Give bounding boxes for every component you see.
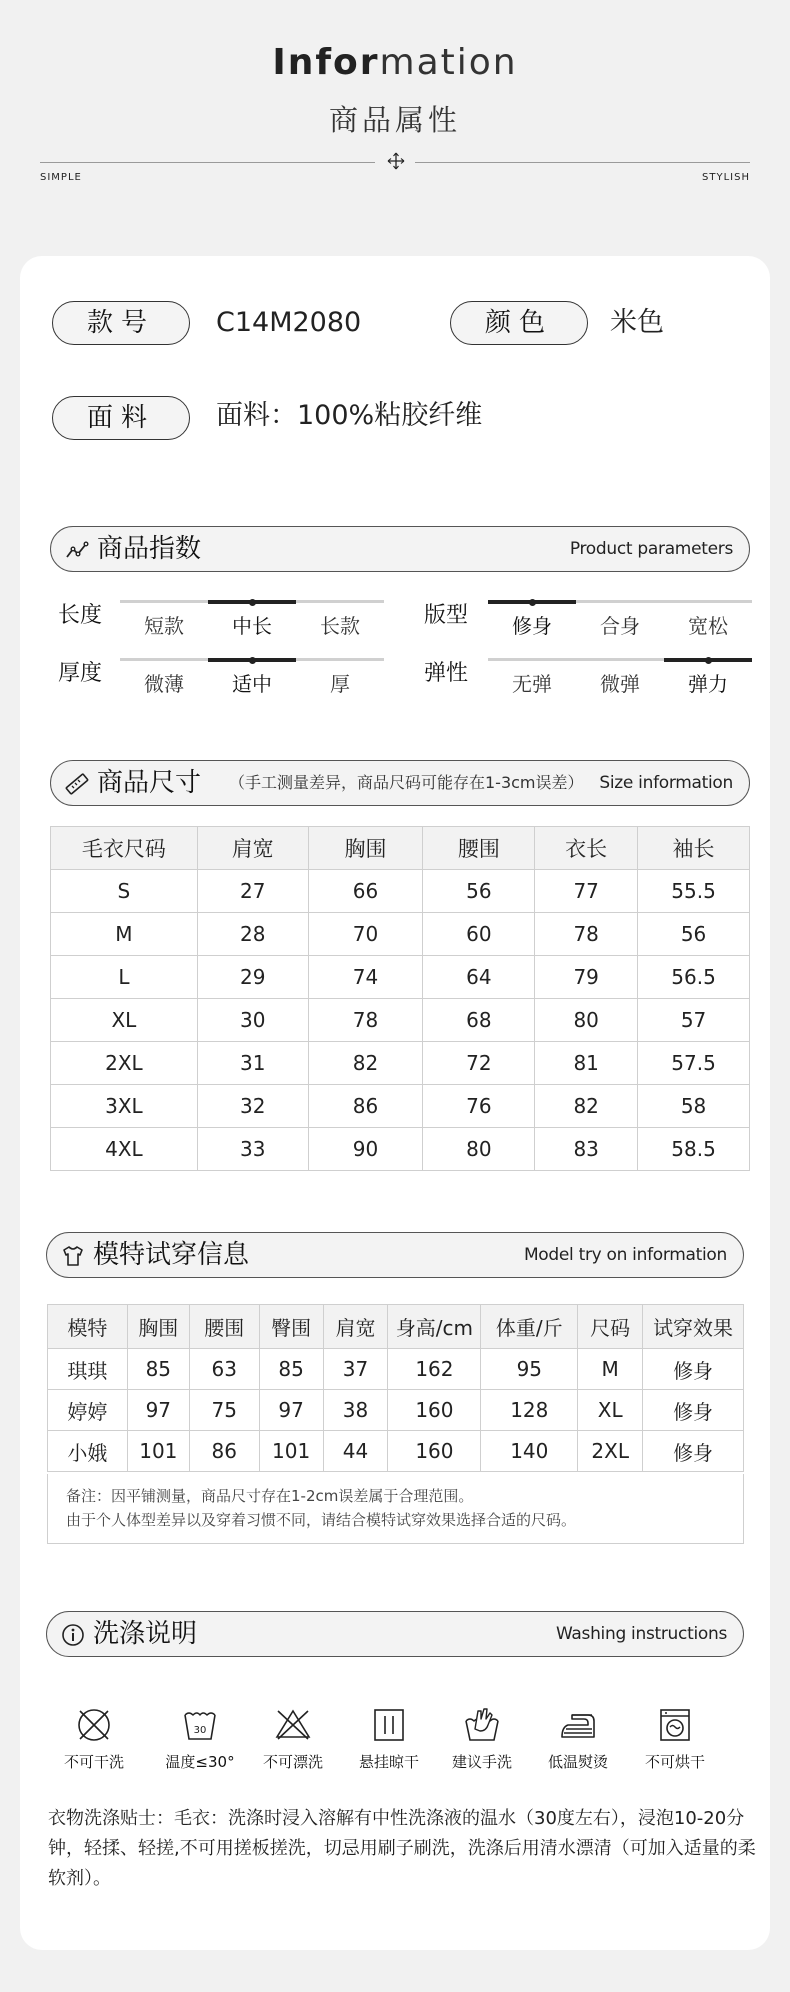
- table-cell: 28: [197, 913, 308, 956]
- table-cell: 77: [535, 870, 638, 913]
- wash-label: 不可干洗: [63, 1753, 124, 1771]
- table-cell: 56.5: [638, 956, 750, 999]
- wash-label: 温度≤30°: [165, 1753, 235, 1771]
- ruler-icon: [65, 772, 89, 796]
- table-cell: 55.5: [638, 870, 750, 913]
- index-label: 厚度: [58, 661, 103, 686]
- table-cell: S: [51, 870, 198, 913]
- table-row: [51, 1042, 750, 1085]
- wash-item-no-dry-clean: [50, 1705, 138, 1772]
- index-marker-dot: [529, 599, 536, 606]
- table-cell: 58: [638, 1085, 750, 1128]
- page-title: [0, 42, 790, 83]
- section-en-wash: Washing instructions: [555, 1624, 727, 1644]
- fabric-value: 面料：100%粘胶纤维: [216, 400, 483, 431]
- model-note-line2: 由于个人体型差异以及穿着习惯不同，请结合模特试穿效果选择合适的尺码。: [66, 1511, 577, 1529]
- wash-item-hang-dry: [345, 1705, 433, 1772]
- table-cell: M: [51, 913, 198, 956]
- table-header-cell: 毛衣尺码: [51, 827, 198, 870]
- index-option: 长款: [320, 614, 360, 638]
- wash-label: 低温熨烫: [547, 1753, 608, 1771]
- wash-label: 不可漂洗: [262, 1753, 323, 1771]
- table-cell: 78: [535, 913, 638, 956]
- wash-item-30: [156, 1705, 244, 1772]
- index-option: 微弹: [600, 672, 640, 696]
- table-cell: 38: [323, 1390, 388, 1431]
- table-cell: 68: [423, 999, 535, 1042]
- title-light: mation: [379, 42, 518, 83]
- table-cell: 57.5: [638, 1042, 750, 1085]
- table-cell: 80: [423, 1128, 535, 1171]
- fabric-label: 面料: [52, 396, 190, 440]
- table-row: [51, 956, 750, 999]
- section-title-size: 商品尺寸: [97, 768, 202, 798]
- table-cell: 140: [481, 1431, 578, 1472]
- table-cell: 32: [197, 1085, 308, 1128]
- table-cell: 56: [638, 913, 750, 956]
- table-cell: 琪琪: [48, 1349, 128, 1390]
- table-row: [51, 913, 750, 956]
- table-cell: 修身: [643, 1349, 744, 1390]
- table-cell: 2XL: [578, 1431, 643, 1472]
- index-marker-dot: [705, 657, 712, 664]
- table-cell: 85: [259, 1349, 323, 1390]
- table-cell: 37: [323, 1349, 388, 1390]
- table-cell: 82: [308, 1042, 423, 1085]
- index-label: 弹性: [424, 661, 469, 686]
- table-cell: XL: [51, 999, 198, 1042]
- color-value: 米色: [610, 307, 664, 338]
- divider-right: [415, 162, 750, 163]
- index-option: 中长: [232, 614, 272, 638]
- no-bleach-icon: [273, 1705, 313, 1745]
- wash-item-low-iron: [534, 1705, 622, 1772]
- table-cell: 95: [481, 1349, 578, 1390]
- page-subtitle: 商品属性: [328, 103, 461, 137]
- table-header-cell: 袖长: [638, 827, 750, 870]
- index-label: 版型: [424, 603, 469, 628]
- table-cell: 85: [127, 1349, 189, 1390]
- section-title-model: 模特试穿信息: [93, 1240, 250, 1270]
- color-label: 颜色: [450, 301, 588, 345]
- table-cell: 72: [423, 1042, 535, 1085]
- table-cell: 29: [197, 956, 308, 999]
- table-cell: 97: [127, 1390, 189, 1431]
- info-circle-icon: [61, 1623, 85, 1647]
- wash-label: 悬挂晾干: [358, 1753, 419, 1771]
- table-cell: 162: [388, 1349, 481, 1390]
- table-header-cell: 胸围: [127, 1305, 189, 1349]
- index-option: 弹力: [688, 672, 728, 696]
- section-note-size: （手工测量差异，商品尺码可能存在1-3cm误差）: [229, 773, 584, 792]
- index-option: 厚: [330, 672, 350, 696]
- table-header-cell: 腰围: [189, 1305, 259, 1349]
- table-row: [51, 1128, 750, 1171]
- trend-line-icon: [65, 538, 89, 562]
- table-cell: 78: [308, 999, 423, 1042]
- table-cell: 66: [308, 870, 423, 913]
- table-cell: 128: [481, 1390, 578, 1431]
- table-cell: XL: [578, 1390, 643, 1431]
- table-cell: 修身: [643, 1390, 744, 1431]
- table-row: [51, 870, 750, 913]
- table-row: [51, 999, 750, 1042]
- wash-item-no-tumble-dry: [631, 1705, 719, 1772]
- table-cell: 58.5: [638, 1128, 750, 1171]
- title-bold: Infor: [272, 42, 380, 83]
- index-option: 短款: [144, 614, 184, 638]
- index-label: 长度: [58, 603, 103, 628]
- table-header-cell: 试穿效果: [643, 1305, 744, 1349]
- table-cell: 97: [259, 1390, 323, 1431]
- table-cell: L: [51, 956, 198, 999]
- index-option: 微薄: [144, 672, 184, 696]
- section-en-size: Size information: [599, 773, 733, 793]
- table-header-cell: 衣长: [535, 827, 638, 870]
- wash-label: 不可烘干: [644, 1753, 705, 1771]
- wash-item-hand-wash: [438, 1705, 526, 1772]
- table-header-cell: 腰围: [423, 827, 535, 870]
- table-header-cell: 模特: [48, 1305, 128, 1349]
- table-row: [48, 1349, 744, 1390]
- divider-left: [40, 162, 375, 163]
- model-table: [47, 1304, 744, 1472]
- table-cell: M: [578, 1349, 643, 1390]
- table-cell: 79: [535, 956, 638, 999]
- wash-30-icon: [180, 1705, 220, 1745]
- table-cell: 160: [388, 1390, 481, 1431]
- table-cell: 86: [189, 1431, 259, 1472]
- table-cell: 60: [423, 913, 535, 956]
- tag-stylish: STYLISH: [702, 172, 750, 183]
- model-note-line1: 备注：因平铺测量，商品尺寸存在1-2cm误差属于合理范围。: [66, 1487, 474, 1505]
- wash-tip: 衣物洗涤贴士：毛衣：洗涤时浸入溶解有中性洗涤液的温水（30度左右），浸泡10-20分钟，轻揉、轻搓,不可用搓板搓洗，切忌用刷子刷洗，洗涤后用清水漂清（可加入适量的柔软剂）。: [48, 1808, 756, 1889]
- table-cell: 86: [308, 1085, 423, 1128]
- index-option: 宽松: [688, 614, 728, 638]
- section-title-wash: 洗涤说明: [93, 1619, 198, 1649]
- table-cell: 82: [535, 1085, 638, 1128]
- wash-temp-text: 30: [193, 1725, 207, 1736]
- index-option: 适中: [232, 672, 272, 696]
- section-en-model: Model try on information: [523, 1245, 727, 1265]
- section-title-index: 商品指数: [97, 534, 202, 564]
- table-row: [51, 1085, 750, 1128]
- table-cell: 70: [308, 913, 423, 956]
- wash-label: 建议手洗: [451, 1753, 512, 1771]
- low-iron-icon: [558, 1705, 598, 1745]
- table-cell: 2XL: [51, 1042, 198, 1085]
- table-cell: 31: [197, 1042, 308, 1085]
- table-cell: 56: [423, 870, 535, 913]
- model-note: [47, 1474, 744, 1544]
- table-cell: 30: [197, 999, 308, 1042]
- no-dry-clean-icon: [74, 1705, 114, 1745]
- table-cell: 4XL: [51, 1128, 198, 1171]
- table-cell: 33: [197, 1128, 308, 1171]
- no-tumble-dry-icon: [655, 1705, 695, 1745]
- table-cell: 160: [388, 1431, 481, 1472]
- table-header-cell: 体重/斤: [481, 1305, 578, 1349]
- section-banner-size: [50, 760, 750, 806]
- hang-dry-icon: [369, 1705, 409, 1745]
- table-header-cell: 肩宽: [197, 827, 308, 870]
- table-header-cell: 身高/cm: [388, 1305, 481, 1349]
- section-banner-model: [46, 1232, 744, 1278]
- size-table: [50, 826, 750, 1171]
- table-cell: 80: [535, 999, 638, 1042]
- table-cell: 小娥: [48, 1431, 128, 1472]
- table-header-cell: 臀围: [259, 1305, 323, 1349]
- table-cell: 修身: [643, 1431, 744, 1472]
- index-option: 无弹: [512, 672, 552, 696]
- table-cell: 44: [323, 1431, 388, 1472]
- section-banner-wash: [46, 1611, 744, 1657]
- hand-wash-icon: [462, 1705, 502, 1745]
- table-row: [48, 1431, 744, 1472]
- tag-simple: SIMPLE: [40, 172, 82, 183]
- section-en-index: Product parameters: [569, 539, 733, 559]
- compass-cross-icon: [387, 152, 405, 170]
- index-marker-dot: [249, 657, 256, 664]
- table-cell: 83: [535, 1128, 638, 1171]
- table-header-cell: 尺码: [578, 1305, 643, 1349]
- style-no-label: 款号: [52, 301, 190, 345]
- table-row: [48, 1390, 744, 1431]
- style-no-value: C14M2080: [216, 307, 362, 338]
- index-option: 修身: [512, 614, 552, 638]
- table-cell: 101: [127, 1431, 189, 1472]
- table-cell: 81: [535, 1042, 638, 1085]
- table-cell: 76: [423, 1085, 535, 1128]
- table-header-cell: 胸围: [308, 827, 423, 870]
- section-banner-index: [50, 526, 750, 572]
- index-marker-dot: [249, 599, 256, 606]
- tshirt-icon: [61, 1244, 85, 1268]
- table-cell: 64: [423, 956, 535, 999]
- table-cell: 3XL: [51, 1085, 198, 1128]
- table-cell: 63: [189, 1349, 259, 1390]
- table-cell: 婷婷: [48, 1390, 128, 1431]
- table-header-cell: 肩宽: [323, 1305, 388, 1349]
- table-cell: 74: [308, 956, 423, 999]
- table-cell: 57: [638, 999, 750, 1042]
- index-option: 合身: [600, 614, 640, 638]
- wash-item-no-bleach: [249, 1705, 337, 1772]
- table-cell: 27: [197, 870, 308, 913]
- table-cell: 90: [308, 1128, 423, 1171]
- table-cell: 101: [259, 1431, 323, 1472]
- table-cell: 75: [189, 1390, 259, 1431]
